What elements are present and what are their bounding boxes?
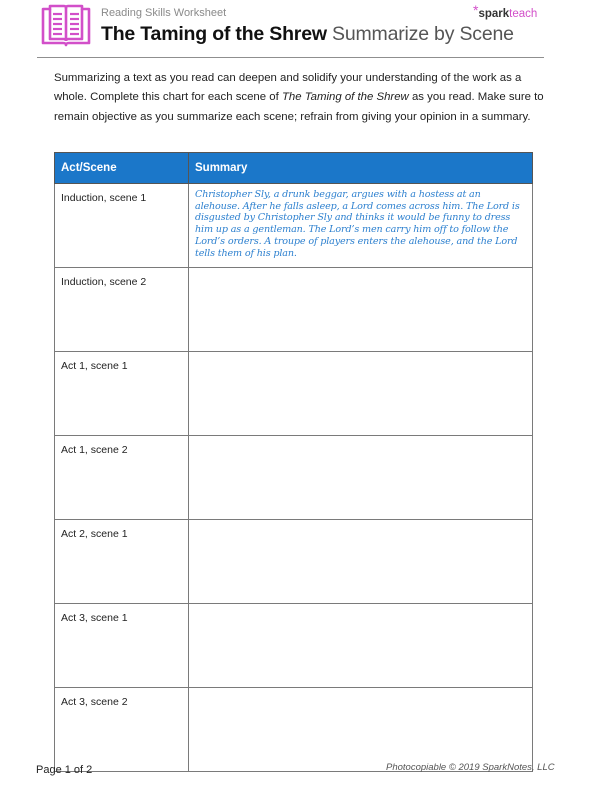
- scene-cell: Act 2, scene 1: [55, 520, 189, 604]
- table-row: [55, 688, 533, 772]
- brand-spark: spark: [478, 8, 510, 20]
- brand-teach: teach: [509, 8, 538, 20]
- summary-cell[interactable]: [189, 688, 533, 772]
- table-header-row: [55, 153, 533, 184]
- table-row: [55, 184, 533, 268]
- summary-cell[interactable]: [189, 520, 533, 604]
- summary-text: Christopher Sly, a drunk beggar, argues with a hostess at an alehouse. After he falls asleep, a Lord comes across him. The Lord is disgusted by Christopher Sly and thinks it would be funny to dress him up as a gentleman. The Lord’s men carry him off to follow the Lord’s orders. A troupe of players enters the alehouse, and the Lord tells them of his plan.: [195, 189, 520, 259]
- page-number: Page 1 of 2: [36, 764, 93, 776]
- title-subtitle: Summarize by Scene: [332, 23, 514, 45]
- scene-cell: Act 3, scene 2: [55, 688, 189, 772]
- column-header-act-scene: Act/Scene: [55, 153, 189, 184]
- column-header-summary: Summary: [189, 153, 533, 184]
- summary-cell[interactable]: [189, 184, 533, 268]
- instructions-text-2: as you read. Make sure to remain objective as you summarize each scene; refrain from giving your opinion in a summary.: [54, 91, 544, 123]
- title-work: The Taming of the Shrew: [101, 23, 327, 45]
- table-row: [55, 352, 533, 436]
- scene-cell: Act 3, scene 1: [55, 604, 189, 688]
- summary-cell[interactable]: [189, 436, 533, 520]
- summary-cell[interactable]: [189, 268, 533, 352]
- sparkteach-logo: [473, 4, 537, 20]
- page-title: [101, 23, 514, 46]
- scene-cell: Induction, scene 1: [55, 184, 189, 268]
- summary-cell[interactable]: [189, 604, 533, 688]
- table-row: [55, 604, 533, 688]
- header-divider: [37, 57, 544, 58]
- table-row: [55, 520, 533, 604]
- scene-cell: Induction, scene 2: [55, 268, 189, 352]
- instructions: [54, 69, 544, 127]
- open-book-icon: [40, 3, 92, 47]
- worksheet-kicker: Reading Skills Worksheet: [101, 7, 227, 19]
- summary-chart: [54, 152, 533, 772]
- instructions-text-1: Summarizing a text as you read can deepen and solidify your understanding of the work as a whole. Complete this chart for each scene of: [54, 72, 522, 104]
- instructions-work-title: The Taming of the Shrew: [281, 91, 409, 104]
- copyright-notice: Photocopiable © 2019 SparkNotes, LLC: [386, 762, 555, 773]
- table-row: [55, 436, 533, 520]
- scene-cell: Act 1, scene 2: [55, 436, 189, 520]
- summary-cell[interactable]: [189, 352, 533, 436]
- scene-cell: Act 1, scene 1: [55, 352, 189, 436]
- table-row: [55, 268, 533, 352]
- asterisk-icon: *: [473, 2, 479, 18]
